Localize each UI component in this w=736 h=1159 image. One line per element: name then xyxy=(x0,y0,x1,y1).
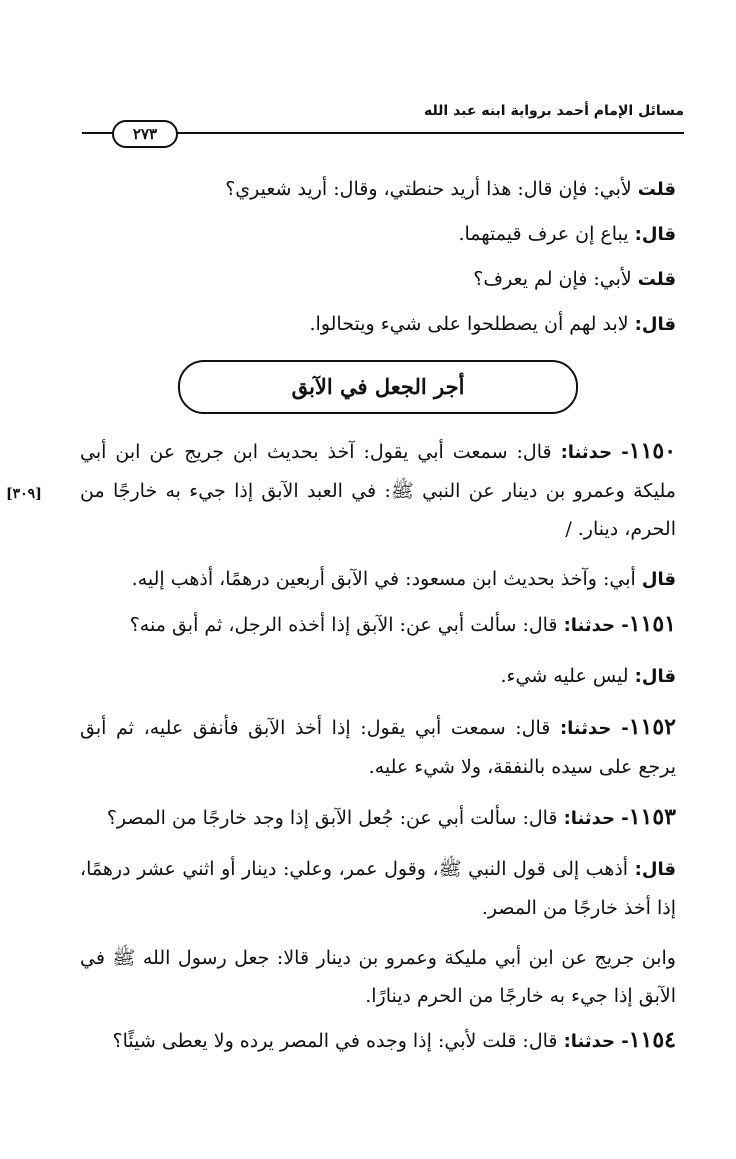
speaker-label: قال: xyxy=(634,224,676,245)
speaker-label: قلت xyxy=(637,179,676,200)
speaker-label: قال: xyxy=(634,314,676,335)
entry-text: قال: سألت أبي عن: الآبق إذا أخذه الرجل، ثم أبق منه؟ xyxy=(129,614,564,636)
entry-label: قال: xyxy=(634,859,676,880)
entry xyxy=(80,657,676,696)
entry xyxy=(80,939,676,1015)
entry-text: ليس عليه شيء. xyxy=(500,665,635,687)
entry-label: قال xyxy=(641,569,676,590)
entry xyxy=(80,1021,676,1061)
paragraph xyxy=(80,260,676,299)
entry-text: قال: قلت لأبي: إذا وجده في المصر يرده ولا يعطى شيئًا؟ xyxy=(112,1030,564,1052)
entry-label: قال: xyxy=(634,666,676,687)
entry-label: - حدثنا: xyxy=(563,615,629,636)
entry-text: أبي: وآخذ بحديث ابن مسعود: في الآبق أربعين درهمًا، أذهب إليه. xyxy=(131,568,642,590)
entry-label: - حدثنا: xyxy=(559,718,629,739)
paragraph-text: لأبي: فإن قال: هذا أريد حنطتي، وقال: أريد شعيري؟ xyxy=(225,178,638,200)
entry xyxy=(80,605,676,645)
entry-text: قال: سمعت أبي يقول: آخذ بحديث ابن جريج عن ابن أبي مليكة وعمرو بن دينار عن النبي ﷺ: في العبد الآبق إذا جيء به خارجًا من الحرم، دينار. / xyxy=(80,441,676,540)
paragraph-text: يباع إن عرف قيمتهما. xyxy=(458,223,635,245)
entry-number: ١١٥٠ xyxy=(628,438,677,464)
running-header-title: مسائل الإمام أحمد برواية ابنه عبد الله xyxy=(423,103,684,119)
entry-text: قال: سمعت أبي يقول: إذا أخذ الآبق فأنفق عليه، ثم أبق يرجع على سيده بالنفقة، ولا شيء عليه. xyxy=(80,717,676,778)
entry-text: وابن جريج عن ابن أبي مليكة وعمرو بن دينار قالا: جعل رسول الله ﷺ في الآبق إذا جيء به خارجًا من الحرم دينارًا. xyxy=(80,947,676,1007)
page-number-badge: ٢٧٣ xyxy=(112,120,178,148)
speaker-label: قلت xyxy=(637,269,676,290)
entry-number: ١١٥٤ xyxy=(628,1027,676,1053)
entry-label: - حدثنا: xyxy=(563,808,629,829)
paragraph xyxy=(80,170,676,209)
entry xyxy=(80,432,676,548)
paragraph-text: لابد لهم أن يصطلحوا على شيء ويتحالوا. xyxy=(309,313,635,335)
margin-reference: [٣٠٩] xyxy=(6,486,42,502)
entry-label: - حدثنا: xyxy=(563,1031,629,1052)
entry xyxy=(80,850,676,927)
page-body xyxy=(80,170,676,1067)
paragraph xyxy=(80,305,676,344)
entry-number: ١١٥٢ xyxy=(628,714,676,740)
entry xyxy=(80,708,676,786)
paragraph xyxy=(80,215,676,254)
entry-label: - حدثنا: xyxy=(560,442,629,463)
entry xyxy=(80,798,676,838)
entry-text: قال: سألت أبي عن: جُعل الآبق إذا وجد خارجًا من المصر؟ xyxy=(106,807,564,829)
paragraph-text: لأبي: فإن لم يعرف؟ xyxy=(473,268,638,290)
entry xyxy=(80,560,676,599)
entry-number: ١١٥٣ xyxy=(628,804,676,830)
entry-number: ١١٥١ xyxy=(628,611,676,637)
entry-text: أذهب إلى قول النبي ﷺ، وقول عمر، وعلي: دينار أو اثني عشر درهمًا، إذا أخذ خارجًا من المصر. xyxy=(80,858,676,919)
chapter-title: أجر الجعل في الآبق xyxy=(178,360,578,414)
